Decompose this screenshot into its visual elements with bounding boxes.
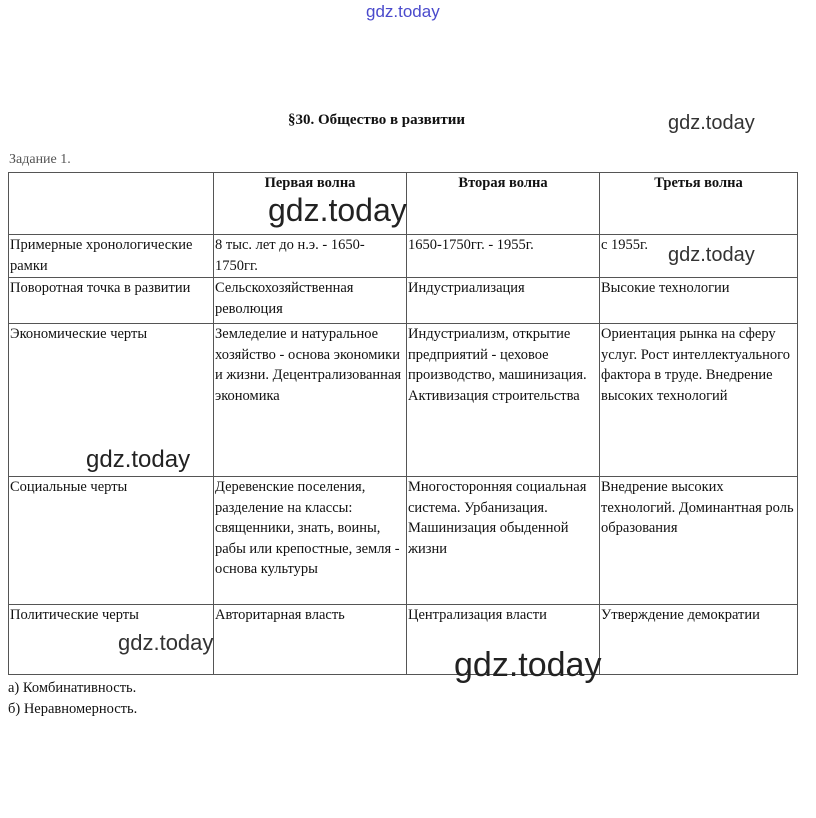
table-cell: Централизация власти (407, 605, 600, 675)
page-title: §30. Общество в развитии (288, 112, 466, 128)
watermark: gdz.today (668, 112, 755, 134)
table-row (9, 278, 798, 324)
table-cell: с 1955г. (600, 235, 798, 278)
header-cell: Вторая волна (407, 173, 600, 235)
row-label-cell: Поворотная точка в развитии (9, 278, 214, 324)
table-cell: Высокие технологии (600, 278, 798, 324)
table-cell: Авторитарная власть (214, 605, 407, 675)
row-label-cell: Экономические черты (9, 324, 214, 477)
table-cell: Индустриализация (407, 278, 600, 324)
answer-item: б) Неравномерность. (8, 701, 138, 717)
watermark: gdz.today (668, 244, 755, 266)
table-cell: Деревенские поселения, разделение на классы: священники, знать, воины, рабы или крепостные, земля - основа культуры (214, 477, 407, 605)
task-label: Задание 1. (9, 152, 71, 167)
table-row (9, 477, 798, 605)
row-label-cell: Социальные черты (9, 477, 214, 605)
answers-list (8, 678, 137, 720)
watermark: gdz.today (86, 446, 191, 473)
table-cell: Земледелие и натуральное хозяйство - основа экономики и жизни. Децентрализованная экономика (214, 324, 407, 477)
header-cell: Третья волна (600, 173, 798, 235)
row-label-cell: Примерные хронологические рамки (9, 235, 214, 278)
table-cell: 8 тыс. лет до н.э. - 1650-1750гг. (214, 235, 407, 278)
watermark: gdz.today (454, 646, 602, 684)
table-cell: Ориентация рынка на сферу услуг. Рост интеллектуального фактора в труде. Внедрение высоких технологий (600, 324, 798, 477)
header-cell: Первая волна (214, 173, 407, 235)
answer-item: а) Комбинативность. (8, 680, 137, 696)
table-cell: Внедрение высоких технологий. Доминантная роль образования (600, 477, 798, 605)
row-label-cell: Политические черты (9, 605, 214, 675)
watermark-top: gdz.today (366, 2, 440, 21)
table-cell: Индустриализм, открытие предприятий - цеховое производство, машинизация. Активизация строительства (407, 324, 600, 477)
table-cell: Утверждение демократии (600, 605, 798, 675)
table-cell: Сельскохозяйственная революция (214, 278, 407, 324)
table-cell: Многосторонняя социальная система. Урбанизация. Машинизация обыденной жизни (407, 477, 600, 605)
header-cell (9, 173, 214, 235)
watermark: gdz.today (118, 630, 214, 655)
watermark: gdz.today (268, 192, 407, 228)
table-cell: 1650-1750гг. - 1955г. (407, 235, 600, 278)
